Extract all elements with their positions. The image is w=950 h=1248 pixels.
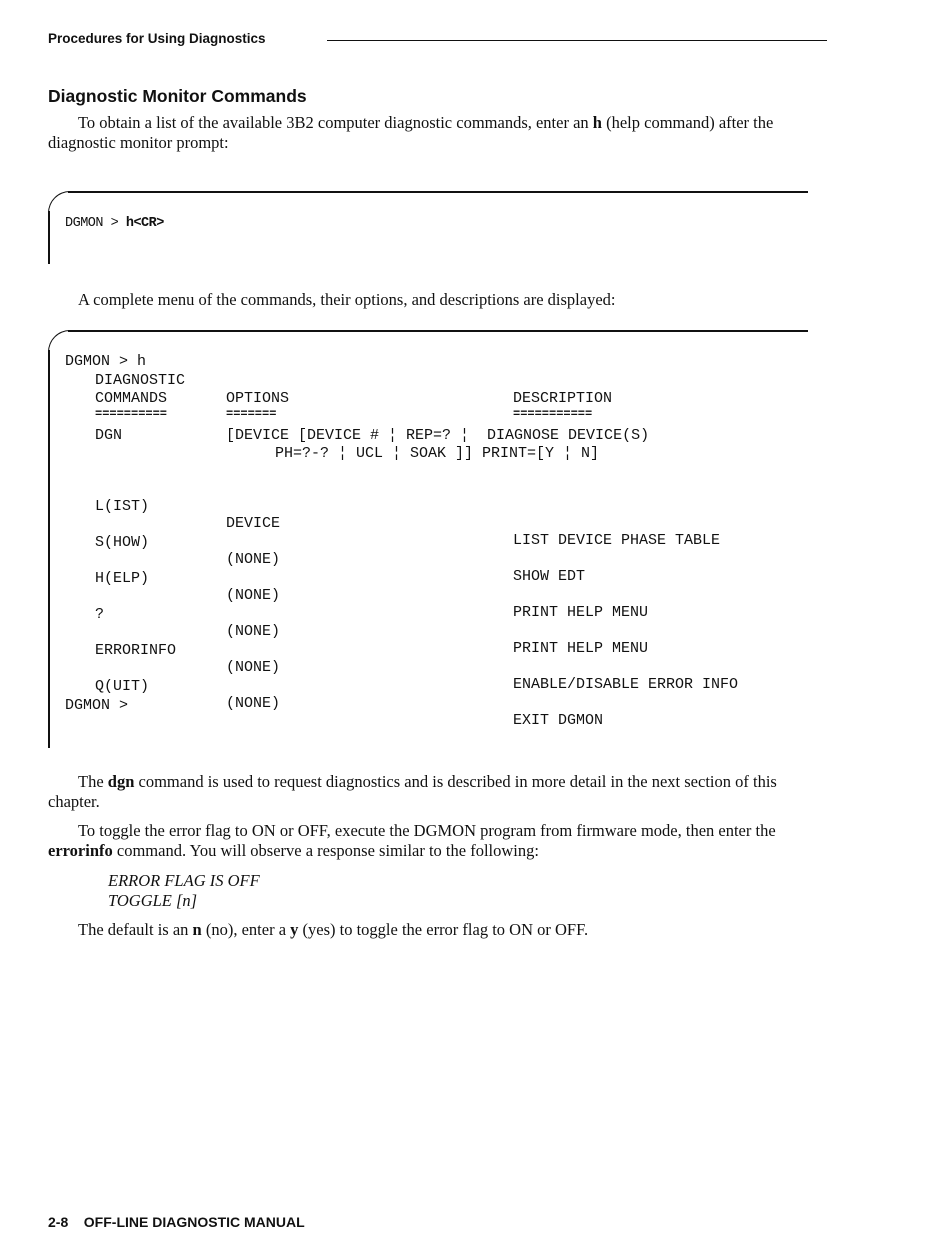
command-name: Q(UIT)	[95, 678, 150, 695]
intro-paragraph	[48, 113, 838, 153]
box1-prompt: DGMON	[65, 216, 104, 231]
command-option: (NONE)	[226, 623, 281, 640]
header-description: DESCRIPTION	[513, 390, 613, 407]
intro-text-1: To obtain a list of the available 3B2 computer diagnostic commands, enter an	[78, 113, 593, 132]
command-description: LIST DEVICE PHASE TABLE	[513, 532, 721, 549]
running-head-rule	[327, 40, 827, 41]
box1-gt: >	[110, 216, 119, 231]
page-number: 2-8	[48, 1214, 69, 1230]
dgn-line2: PH=?-? ¦ UCL ¦ SOAK ]] PRINT=[Y ¦ N]	[275, 445, 600, 462]
errorinfo-keyword: errorinfo	[48, 841, 113, 860]
dgn-keyword: dgn	[107, 772, 135, 791]
header-commands: COMMANDS	[95, 390, 168, 407]
command-description: ENABLE/DISABLE ERROR INFO	[513, 676, 739, 693]
menu-intro-text: A complete menu of the commands, their options, and descriptions are displayed:	[78, 290, 616, 309]
command-option: (NONE)	[226, 659, 281, 676]
intro-text-2: (help command) after the diagnostic monitor prompt:	[48, 113, 774, 152]
command-description: PRINT HELP MENU	[513, 640, 649, 657]
manual-title: OFF-LINE DIAGNOSTIC MANUAL	[83, 1214, 305, 1230]
toggle-para-text-1: To toggle the error flag to ON or OFF, execute the DGMON program from firmware mode, then enter the	[78, 821, 776, 840]
command-option: (NONE)	[226, 551, 281, 568]
command-description: SHOW EDT	[513, 568, 586, 585]
command-name: S(HOW)	[95, 534, 150, 551]
dgn-line1: [DEVICE [DEVICE # ¦ REP=? ¦ DIAGNOSE DEVICE(S)	[226, 427, 650, 444]
box1-top-rule	[68, 191, 808, 193]
box2-final-prompt: DGMON >	[65, 697, 129, 714]
response-toggle-text: TOGGLE	[108, 891, 177, 910]
help-command-key: h	[592, 113, 602, 132]
menu-intro-paragraph	[48, 290, 838, 310]
default-text-3: (yes) to toggle the error flag to ON or OFF.	[298, 920, 589, 939]
default-text-1: The default is an	[78, 920, 193, 939]
command-row	[0, 661, 900, 746]
toggle-paragraph	[48, 821, 808, 861]
section-title: Diagnostic Monitor Commands	[48, 86, 307, 106]
command-option: DEVICE	[226, 515, 281, 532]
header-diagnostic: DIAGNOSTIC	[95, 372, 186, 389]
response-line-2	[108, 891, 197, 911]
dgn-paragraph	[48, 772, 828, 812]
dgn-cmd: DGN	[95, 427, 123, 444]
running-head: Procedures for Using Diagnostics	[48, 31, 266, 46]
command-name: ERRORINFO	[95, 642, 177, 659]
header-options: OPTIONS	[226, 390, 290, 407]
command-option: (NONE)	[226, 587, 281, 604]
command-description: PRINT HELP MENU	[513, 604, 649, 621]
dgn-para-text-2: command is used to request diagnostics and is described in more detail in the next section of this chapter.	[48, 772, 777, 811]
box2-top-rule	[68, 330, 808, 332]
box2-prompt-line: DGMON > h	[65, 353, 147, 370]
box1-left-rule	[48, 211, 50, 264]
dgn-para-text-1: The	[78, 772, 108, 791]
box1-prompt-line	[65, 216, 164, 231]
command-name: ?	[95, 606, 105, 623]
header-underline-description: ===========	[513, 407, 593, 421]
command-name: L(IST)	[95, 498, 150, 515]
default-paragraph	[48, 920, 838, 940]
header-underline-commands: ==========	[95, 407, 168, 421]
page-footer	[48, 1214, 305, 1230]
command-name: H(ELP)	[95, 570, 150, 587]
response-toggle-value: [n]	[176, 891, 198, 910]
default-text-2: (no), enter a	[201, 920, 291, 939]
n-key: n	[192, 920, 202, 939]
command-option: (NONE)	[226, 695, 281, 712]
box2-corner	[48, 330, 71, 353]
response-line-1: ERROR FLAG IS OFF	[108, 871, 260, 890]
command-description: EXIT DGMON	[513, 712, 604, 729]
box1-input: h<CR>	[125, 216, 164, 231]
header-underline-options: =======	[226, 407, 277, 421]
y-key: y	[290, 920, 299, 939]
toggle-para-text-2: command. You will observe a response similar to the following:	[112, 841, 539, 860]
